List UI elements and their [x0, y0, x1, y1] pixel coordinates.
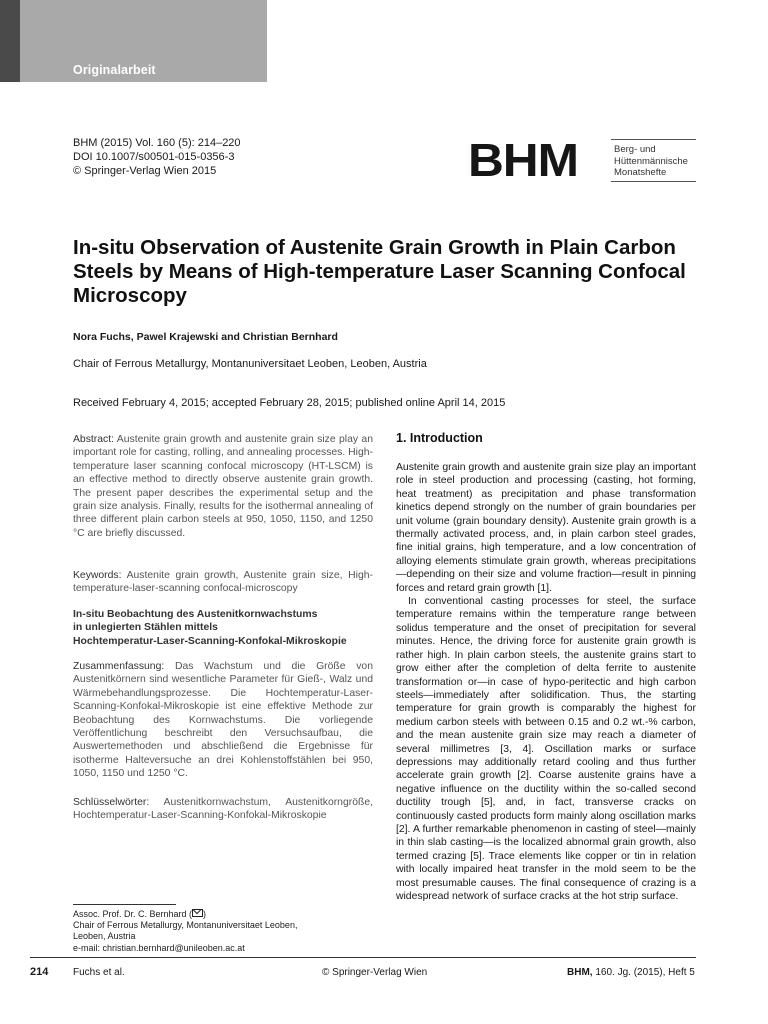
german-title: [73, 608, 373, 648]
footnote-email[interactable]: e-mail: christian.bernhard@unileoben.ac.at: [73, 942, 245, 953]
paragraph: In conventional casting processes for steel, the surface temperature remains within the temperature range between solidus temperature and the onset of precipitation for several minutes. Hence, the driving force for austenite grain growth is rather high. In plain carbon steels, the austenite grains start to grow either after the completion of delta ferrite to austenite transformation or—in case of hypo-peritectic and high carbon steels—immediately after solidification. Thus, the starting temperature for grain growth is comparably the highest for medium carbon steels with between 0.15 and 0.2 wt.-% carbon, and the mean austenite grain size may reach a diameter of several millimetres [3, 4]. Oscillation marks or surface depressions may additionally retard cooling and thus further accelerate grain growth [2]. Coarse austenite grains have a negative influence on the ductility within the so-called second ductility trough [5], and, in fact, transverse cracks on continuously casted products form mainly along oscillation marks [2]. A further remarkable phenomenon in casting of steel—mainly in thin slab casting—is the localized abnormal grain growth, also termed crazing [5]. Trace elements like copper or tin in relation with locally impaired heat transfer in the mold seem to be the most presumable causes. The final consequence of crazing is a widespread network of surface cracks at the hot strip surface.: [396, 596, 696, 902]
logo-rule: [611, 181, 696, 182]
running-journal: [567, 967, 695, 978]
abstract: [73, 433, 373, 540]
german-keywords-label: Schlüsselwörter:: [73, 797, 150, 808]
citation-volume: BHM (2015) Vol. 160 (5): 214–220: [73, 137, 241, 149]
header-tab: [20, 0, 267, 82]
journal-abbrev: BHM,: [567, 967, 593, 978]
page-number: 214: [30, 966, 49, 978]
logo-subtitle-line: Hüttenmännische: [614, 155, 688, 167]
introduction-body: [396, 461, 696, 903]
footnote-affiliation: Chair of Ferrous Metallurgy, Montanuniversitaet Leoben,: [73, 920, 298, 931]
german-title-line: In-situ Beobachtung des Austenitkornwachstums: [73, 609, 318, 620]
logo-rule: [611, 139, 696, 140]
abstract-label: Abstract:: [73, 434, 114, 445]
german-title-line: Hochtemperatur-Laser-Scanning-Konfokal-Mikroskopie: [73, 635, 347, 647]
authors: Nora Fuchs, Pawel Krajewski and Christian Bernhard: [73, 331, 338, 343]
section-heading: 1. Introduction: [396, 431, 483, 445]
logo-subtitle-line: Monatshefte: [614, 167, 667, 178]
article-title: In-situ Observation of Austenite Grain Growth in Plain Carbon Steels by Means of High-temperature Laser Scanning Confocal Microscopy: [73, 236, 686, 307]
logo-subtitle-line: Berg- und: [614, 144, 656, 155]
section-label: Originalarbeit: [73, 63, 156, 77]
footnote-name: Assoc. Prof. Dr. C. Bernhard: [73, 909, 187, 919]
footnote-rule: [73, 904, 176, 905]
keywords-text: Austenite grain growth, Austenite grain size, High-temperature-laser-scanning confocal-microscopy: [73, 570, 373, 595]
footnote-location: Leoben, Austria: [73, 931, 136, 942]
abstract-text: Austenite grain growth and austenite grain size play an important role for casting, rolling, and annealing processes. High-temperature laser scanning confocal microscopy (HT-LSCM) is an effective method to directly observe austenite grain growth. The present paper describes the experimental setup and the grain size analysis. Finally, results for the isothermal annealing of three different plain carbon steels at 950, 1050, 1150, and 1250 °C are briefly discussed.: [73, 434, 373, 539]
footer-rule: [30, 957, 696, 958]
german-keywords-text: Austenitkornwachstum, Austenitkorngröße, Hochtemperatur-Laser-Scanning-Konfokal-Mikroskopie: [73, 797, 373, 822]
corresponding-author: Assoc. Prof. Dr. C. Bernhard ( ) Chair of Ferrous Metallurgy, Montanuniversitaet Leoben, Leoben, Austria e-mail: christian.bernhard@unileoben.ac.at: [73, 909, 298, 953]
citation-doi[interactable]: DOI 10.1007/s00501-015-0356-3: [73, 151, 235, 163]
german-keywords: [73, 796, 373, 823]
running-publisher: © Springer-Verlag Wien: [322, 967, 428, 978]
german-summary-text: Das Wachstum und die Größe von Austenitkörnern sind wesentliche Parameter für Gieß-, Walz und Wärmebehandlungsprozesse. Die Hochtemperatur-Laser-Scanning-Konfokal-Mikroskopie ist eine effektive Methode zur Beobachtung des Kornwachstums. Die vorliegende Veröffentlichung beschreibt den Versuchsaufbau, die Auswertemethoden und abschließend die Ergebnisse für isotherme Halteversuche an drei Kohlenstoffstählen bei 950, 1050, 1150 und 1250 °C.: [73, 661, 373, 780]
german-title-line: in unlegierten Stählen mittels: [73, 622, 218, 634]
journal-logo: [468, 134, 696, 186]
german-summary: [73, 660, 373, 781]
journal-issue: 160. Jg. (2015), Heft 5: [595, 967, 695, 978]
envelope-icon: [192, 909, 203, 917]
keywords-label: Keywords:: [73, 570, 122, 581]
citation-block: [73, 136, 241, 178]
keywords: [73, 569, 373, 596]
german-summary-label: Zusammenfassung:: [73, 661, 165, 672]
running-author: Fuchs et al.: [73, 967, 125, 978]
logo-mark: BHM: [468, 134, 578, 186]
received-dates: Received February 4, 2015; accepted February 28, 2015; published online April 14, 2015: [73, 397, 506, 409]
citation-copyright: © Springer-Verlag Wien 2015: [73, 165, 217, 177]
header-tab-edge: [0, 0, 20, 82]
affiliation: Chair of Ferrous Metallurgy, Montanuniversitaet Leoben, Leoben, Austria: [73, 358, 427, 370]
logo-subtitle: [614, 144, 688, 179]
paragraph: Austenite grain growth and austenite grain size play an important role in steel production and processing (casting, hot forming, heat treatment) as precipitation and phase transformation kinetics depend strongly on the number of grain boundaries per unit volume (grain boundary density). Austenite grain growth is a thermally activated process, and, in plain carbon steel grades, fine initial grains, high temperature, and a low concentration of alloying elements stimulate grain growth, whereas precipitations—depending on their size and volume fraction—result in pinning forces and retard grain growth [1].: [396, 462, 696, 594]
